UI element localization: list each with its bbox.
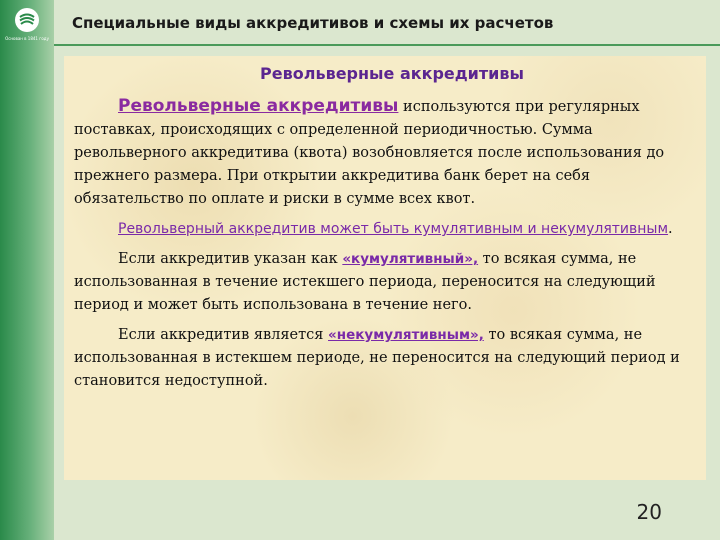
left-decorative-band: [0, 0, 54, 540]
paragraph-definition: [74, 95, 696, 211]
types-tail: .: [668, 221, 673, 237]
keyword-cumulative: «кумулятивный»,: [342, 251, 479, 267]
paragraph-noncumulative: [74, 324, 696, 393]
noncumulative-after: то всякая сумма, не использованная в истекшем периоде, не переносится на следующий период и становится недоступной.: [74, 327, 680, 389]
keyword-noncumulative: «некумулятивным»,: [328, 327, 484, 343]
sberbank-logo-icon: [4, 6, 50, 46]
page-number: 20: [636, 500, 662, 524]
logo-caption: Основан в 1841 году: [5, 36, 49, 41]
lead-term: Револьверные аккредитивы: [118, 96, 399, 116]
paragraph-cumulative: [74, 248, 696, 317]
types-link[interactable]: Револьверный аккредитив может быть кумулятивным и некумулятивным: [118, 221, 669, 237]
noncumulative-before: Если аккредитив является: [118, 327, 329, 343]
slide-header: [0, 0, 720, 50]
paragraph-types: [74, 218, 696, 241]
content-panel: [64, 56, 706, 480]
definition-text: используются при регулярных поставках, происходящих с определенной периодичностью. Сумма револьверного аккредитива (квота) возобновляется после использования до прежнего размера. При открытии аккредитива банк берет на себя обязательство по оплате и риски в сумме всех квот.: [74, 99, 665, 207]
cumulative-after: то всякая сумма, не использованная в течение истекшего периода, переносится на следующий период и может быть использована в течение него.: [74, 251, 656, 313]
cumulative-before: Если аккредитив указан как: [118, 251, 343, 267]
slide-title: Специальные виды аккредитивов и схемы их расчетов: [72, 14, 554, 32]
header-divider: [54, 44, 720, 46]
section-title: Револьверные аккредитивы: [260, 64, 524, 83]
